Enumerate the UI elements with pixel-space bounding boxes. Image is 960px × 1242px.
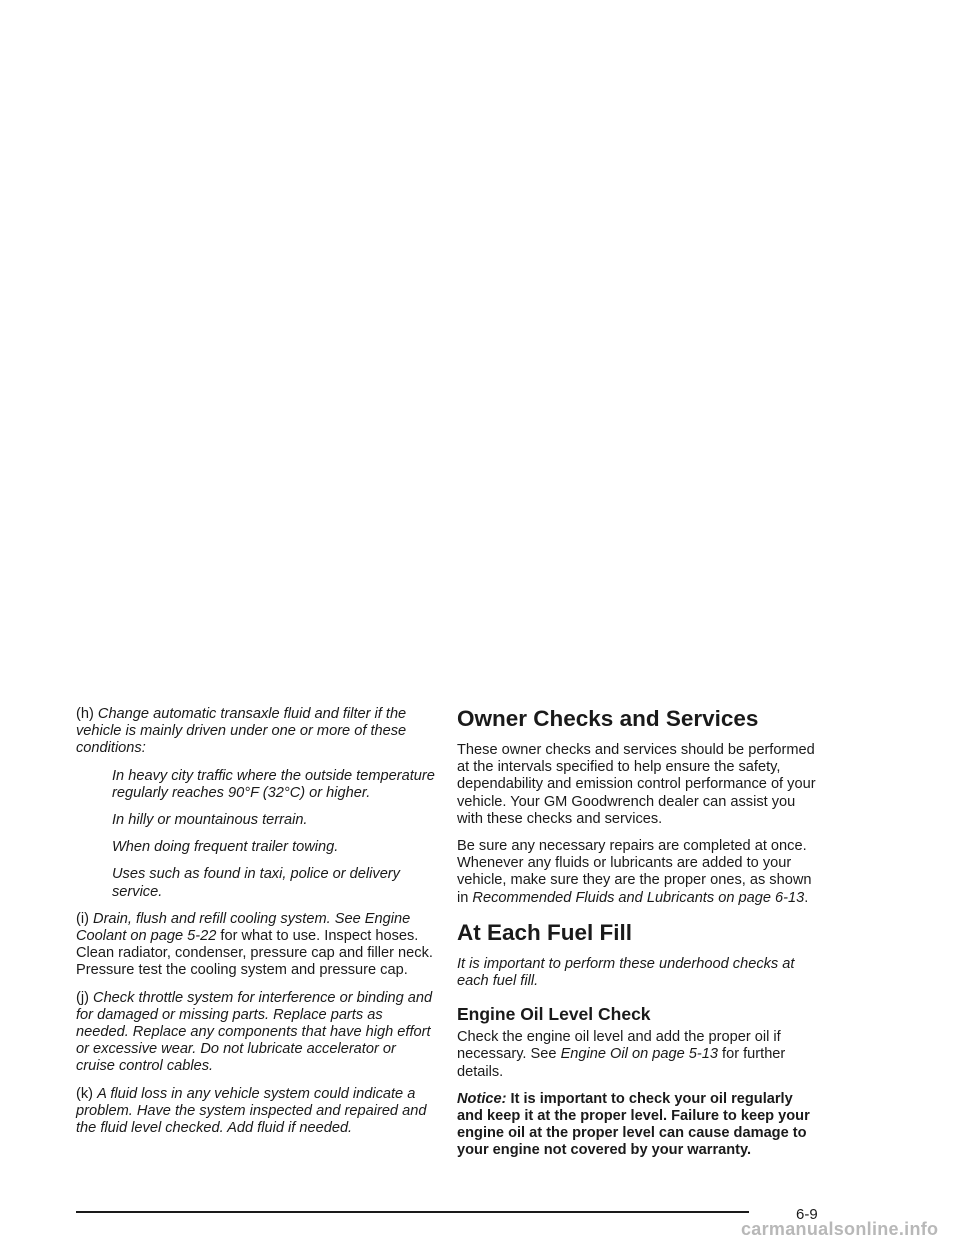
- h-condition-text: When doing frequent trailer towing.: [112, 839, 339, 856]
- item-h-text: Change automatic transaxle fluid and filter if the vehicle is mainly driven under one or more of these conditions:: [76, 706, 407, 757]
- item-i-italic: Drain, flush and refill cooling system. See Engine Coolant on page 5-22: [76, 910, 411, 945]
- fuel-fill-intro: It is important to perform these underhood checks at each fuel fill.: [457, 955, 795, 990]
- fuel-fill-heading: At Each Fuel Fill: [457, 919, 633, 945]
- fluids-lubricants-reference: Recommended Fluids and Lubricants on page 6-13: [472, 889, 805, 906]
- item-j-text: Check throttle system for interference or binding and for damaged or missing parts. Replace parts as needed. Replace any components that have high effort or excessive wear. Do not lubricate accelerator or cruise control cables.: [76, 989, 433, 1075]
- engine-oil-reference: Engine Oil on page 5-13: [560, 1046, 718, 1063]
- notice-text: It is important to check your oil regularly and keep it at the proper level. Failure to keep your engine oil at the proper level can cause damage to your engine not covered by your warranty.: [457, 1090, 810, 1159]
- oil-check-heading: Engine Oil Level Check: [457, 1004, 651, 1025]
- owner-p2-end: .: [804, 889, 809, 906]
- owner-p2-text: Be sure any necessary repairs are completed at once. Whenever any fluids or lubricants are added to your vehicle, make sure they are the proper ones, as shown in: [457, 838, 812, 906]
- h-condition-text: In hilly or mountainous terrain.: [112, 812, 308, 829]
- left-column: [76, 706, 436, 1147]
- item-i-label: (i): [76, 910, 89, 927]
- right-column: [457, 706, 819, 1170]
- oil-p1-text: Check the engine oil level and add the proper oil if necessary. See: [457, 1029, 781, 1063]
- item-h-label: (h): [76, 706, 94, 722]
- item-k-label: (k): [76, 1085, 94, 1102]
- item-j-label: (j): [76, 989, 89, 1006]
- h-condition-4: [76, 866, 436, 900]
- item-k: [76, 1086, 436, 1138]
- notice-paragraph: [457, 1091, 819, 1160]
- owner-checks-heading: Owner Checks and Services: [457, 706, 759, 731]
- item-j: [76, 990, 436, 1076]
- h-condition-text: Uses such as found in taxi, police or delivery service.: [112, 866, 400, 900]
- notice-label: Notice:: [457, 1090, 507, 1107]
- item-i-text: for what to use. Inspect hoses. Clean radiator, condenser, pressure cap and filler neck. Pressure test the cooling system and pressure cap.: [76, 928, 433, 979]
- oil-p1-end: for further details.: [457, 1046, 786, 1080]
- owner-checks-paragraph-2: [457, 838, 819, 907]
- item-h: [76, 706, 436, 758]
- h-condition-1: [76, 768, 436, 802]
- page-number: 6-9: [796, 1206, 818, 1223]
- owner-checks-paragraph-1: These owner checks and services should be performed at the intervals specified to help ensure the safety, dependability and emission control performance of your vehicle. Your GM Goodwrench dealer can assist you with these checks and services.: [457, 742, 816, 827]
- h-condition-2: [76, 812, 436, 829]
- item-k-text: A fluid loss in any vehicle system could indicate a problem. Have the system inspected and repaired and the fluid level checked. Add fluid if needed.: [76, 1085, 427, 1137]
- oil-check-paragraph: [457, 1029, 819, 1081]
- watermark: carmanualsonline.info: [741, 1219, 939, 1239]
- item-i: [76, 911, 436, 980]
- h-condition-text: In heavy city traffic where the outside temperature regularly reaches 90°F (32°C) or higher.: [112, 767, 435, 801]
- footer-rule: [76, 1211, 749, 1213]
- h-condition-3: [76, 839, 436, 856]
